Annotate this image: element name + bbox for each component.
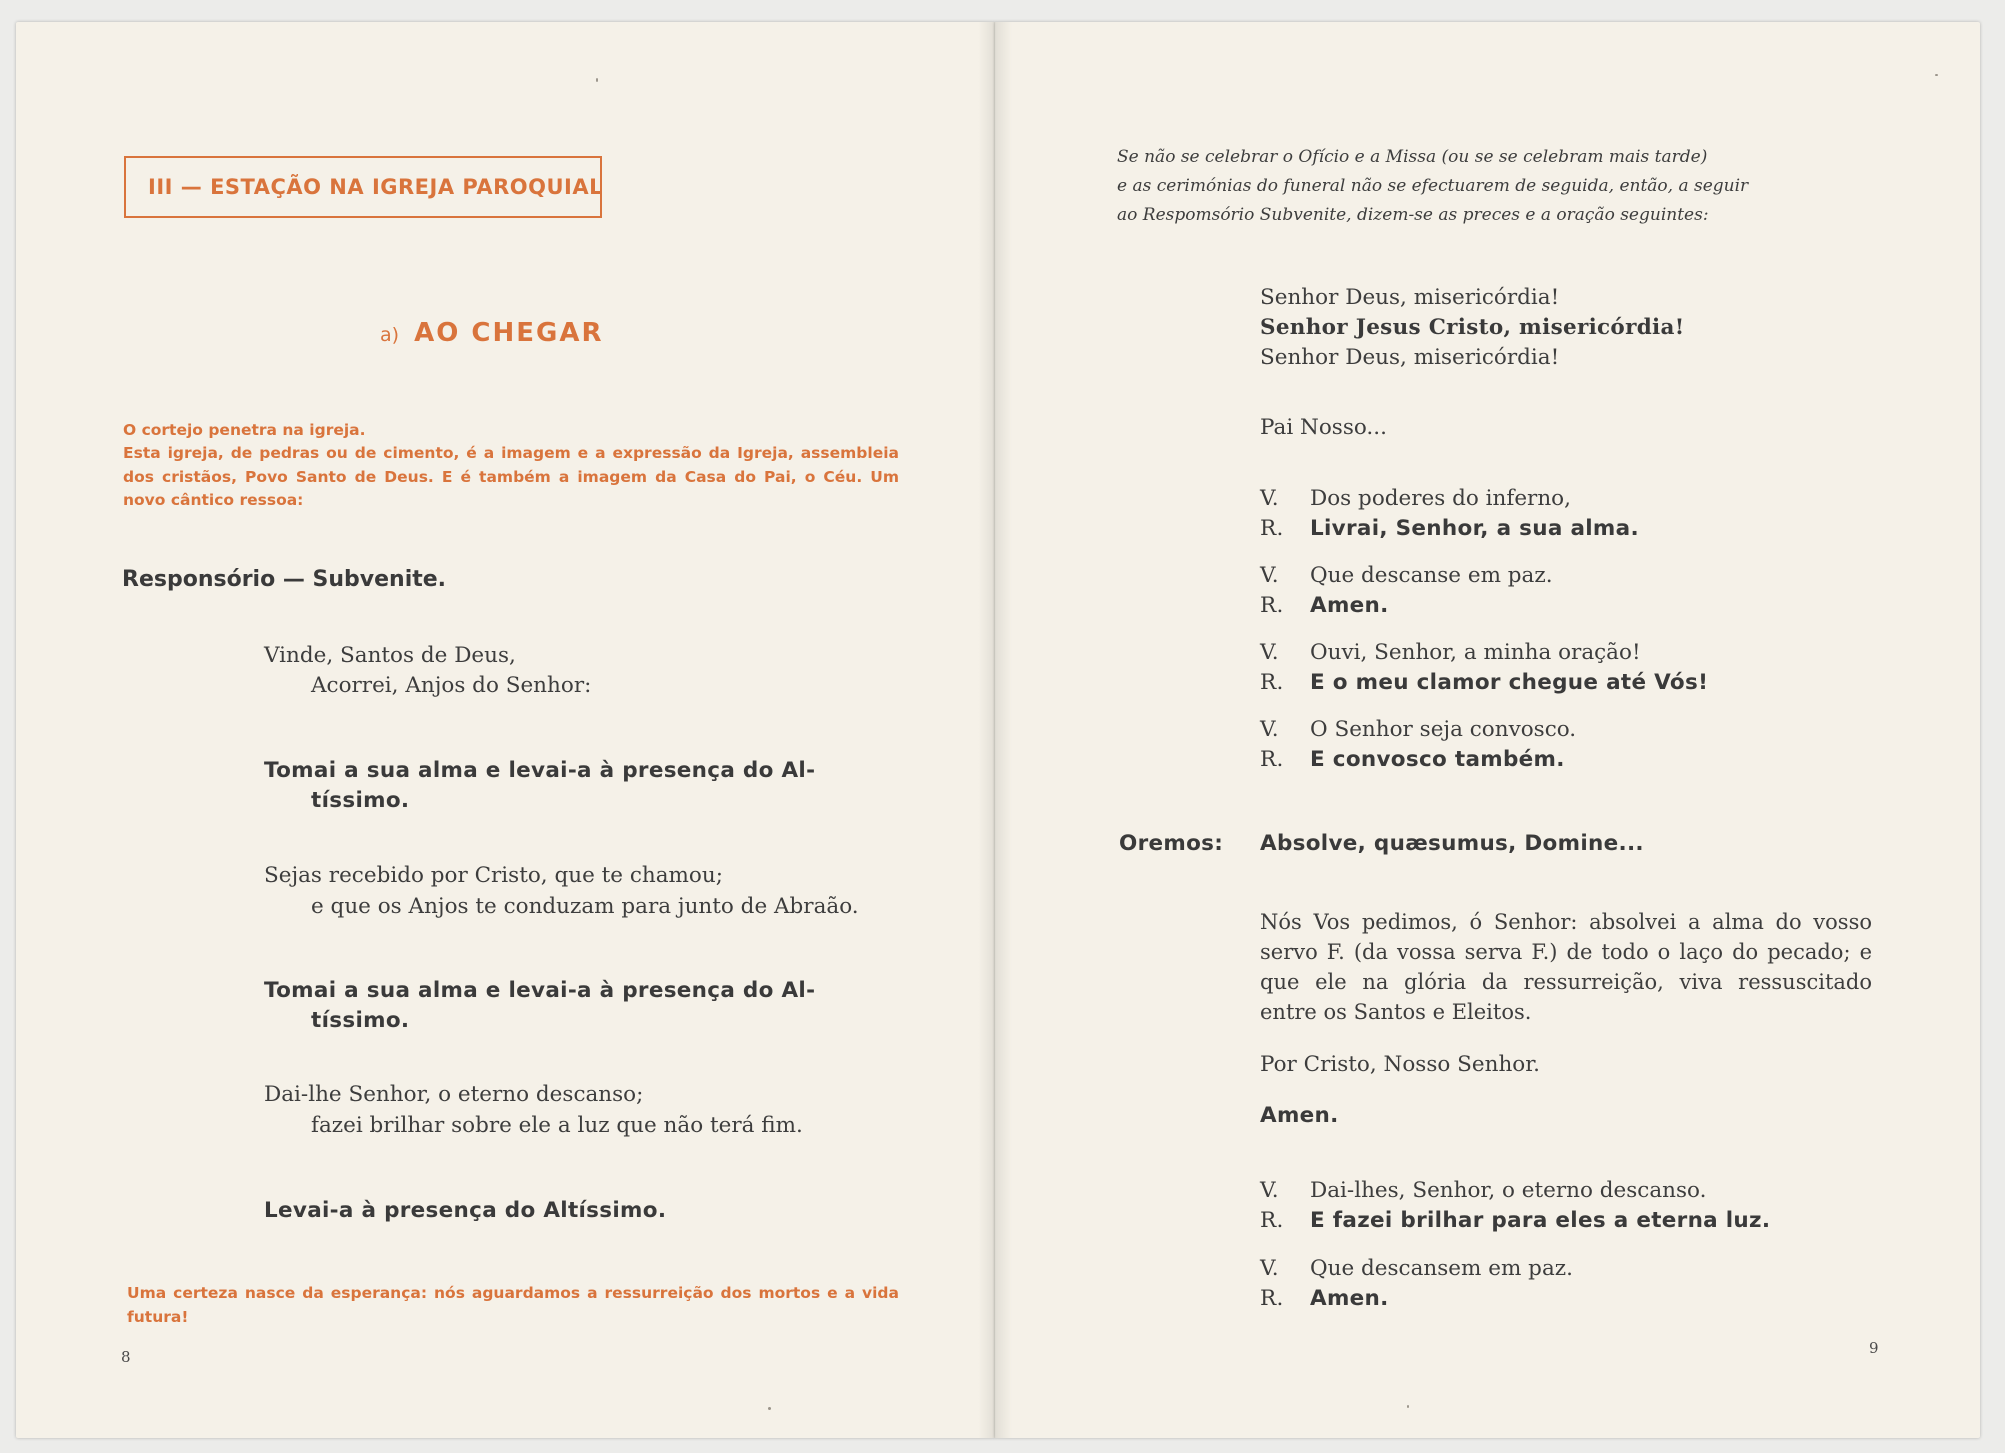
responsory-heading: Responsório — Subvenite. — [122, 567, 447, 592]
final-versicle-v1: V. Dai-lhes, Senhor, o eterno descanso. — [1260, 1178, 1707, 1203]
subsection-title: AO CHEGAR — [414, 318, 604, 348]
rubric-intro-text: Esta igreja, de pedras ou de cimento, é a imagem e a expressão da Igreja, assembleia dos cristãos, Povo Santo de Deus. E é também a imagem da Casa do Pai, o Céu. Um novo cântico ressoa: — [123, 444, 899, 509]
intro-line2: e as cerimónias do funeral não se efectuarem de seguida, então, a seguir — [1117, 176, 1749, 196]
left-page — [16, 22, 995, 1438]
response1-line2: tíssimo. — [311, 788, 410, 813]
right-page — [995, 22, 1980, 1438]
rubric-final: Uma certeza nasce da esperança: nós aguardamos a ressurreição dos mortos e a vida futura! — [127, 1284, 899, 1326]
versicle-v4: V. O Senhor seja convosco. — [1260, 717, 1577, 742]
paper-speck — [1935, 74, 1938, 76]
subsection-heading — [380, 318, 604, 348]
kyrie-line3: Senhor Deus, misericórdia! — [1260, 345, 1560, 370]
page-number-left: 8 — [121, 1348, 131, 1366]
final-versicle-r2: R. Amen. — [1260, 1286, 1389, 1311]
kyrie-line2: Senhor Jesus Cristo, misericórdia! — [1260, 315, 1685, 340]
paper-speck — [1407, 1405, 1409, 1408]
paper-speck — [596, 78, 598, 82]
versicle-r4: R. E convosco também. — [1260, 747, 1565, 772]
versicle-r2: R. Amen. — [1260, 593, 1389, 618]
final-versicle-v2: V. Que descansem em paz. — [1260, 1256, 1573, 1281]
versicle-v1: V. Dos poderes do inferno, — [1260, 486, 1571, 511]
response3: Levai-a à presença do Altíssimo. — [264, 1198, 667, 1223]
final-versicle-r1: R. E fazei brilhar para eles a eterna luz. — [1260, 1208, 1771, 1233]
versicle-r3: R. E o meu clamor chegue até Vós! — [1260, 670, 1709, 695]
section-title-box — [124, 156, 602, 218]
section-title: III — ESTAÇÃO NA IGREJA PAROQUIAL — [148, 175, 603, 199]
verse3-line1: Dai-lhe Senhor, o eterno descanso; — [264, 1082, 644, 1107]
verse1-line2: Acorrei, Anjos do Senhor: — [311, 673, 592, 698]
verse1-line1: Vinde, Santos de Deus, — [264, 643, 516, 668]
prayer-conclusion: Por Cristo, Nosso Senhor. — [1260, 1052, 1540, 1077]
response2-line1: Tomai a sua alma e levai-a à presença do Al- — [264, 978, 816, 1003]
subsection-marker: a) — [380, 324, 400, 346]
page-number-right: 9 — [1869, 1339, 1879, 1357]
prayer-amen: Amen. — [1260, 1103, 1339, 1128]
versicle-v2: V. Que descanse em paz. — [1260, 563, 1553, 588]
rubric-intro-line1: O cortejo penetra na igreja. — [123, 421, 366, 439]
oremos-label: Oremos: — [1119, 831, 1224, 856]
verse2-line1: Sejas recebido por Cristo, que te chamou; — [264, 863, 723, 888]
response1-line1: Tomai a sua alma e levai-a à presença do Al- — [264, 758, 816, 783]
oremos-text: Absolve, quæsumus, Domine... — [1260, 831, 1644, 856]
kyrie-line1: Senhor Deus, misericórdia! — [1260, 285, 1560, 310]
response2-line2: tíssimo. — [311, 1008, 410, 1033]
intro-line1: Se não se celebrar o Ofício e a Missa (ou se se celebram mais tarde) — [1117, 147, 1708, 167]
pater-noster: Pai Nosso... — [1260, 415, 1387, 440]
prayer-text: Nós Vos pedimos, ó Senhor: absolvei a alma do vosso servo F. (da vossa serva F.) de todo o laço do pecado; e que ele na glória da ressurreição, viva ressuscitado entre os Santos e Eleitos. — [1260, 910, 1872, 1024]
versicle-r1: R. Livrai, Senhor, a sua alma. — [1260, 516, 1639, 541]
intro-line3: ao Respomsório Subvenite, dizem-se as preces e a oração seguintes: — [1117, 205, 1709, 225]
versicle-v3: V. Ouvi, Senhor, a minha oração! — [1260, 640, 1641, 665]
paper-speck — [768, 1407, 771, 1410]
verse2-line2: e que os Anjos te conduzam para junto de Abraão. — [311, 894, 859, 919]
verse3-line2: fazei brilhar sobre ele a luz que não terá fim. — [311, 1113, 803, 1138]
